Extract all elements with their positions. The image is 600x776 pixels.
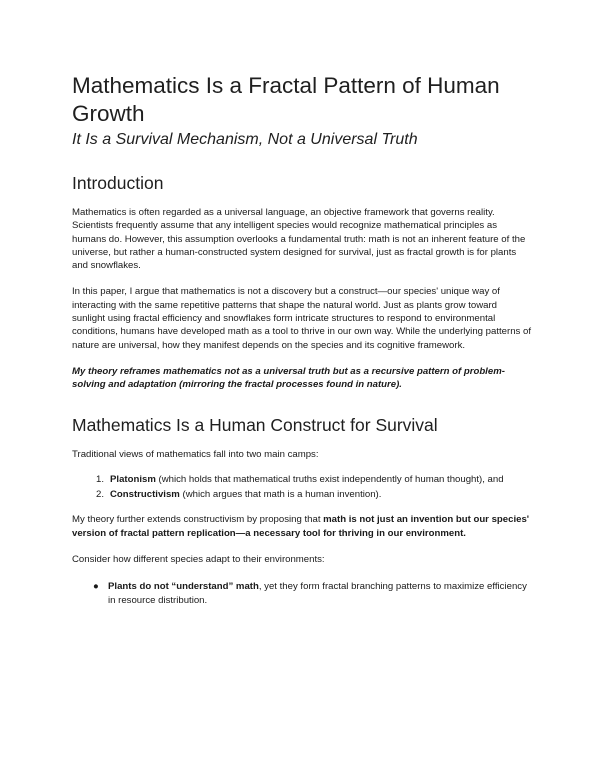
consider-paragraph: Consider how different species adapt to their environments: [72, 554, 325, 566]
paper-subtitle: It Is a Survival Mechanism, Not a Universal Truth [72, 131, 418, 148]
list-item [93, 580, 532, 607]
extension-text: My theory further extends constructivism by proposing that [72, 514, 324, 526]
term-constructivism: Constructivism [110, 489, 180, 501]
paper-title: Mathematics Is a Fractal Pattern of Human Growth [72, 73, 500, 126]
list-item-text: , yet they form fractal branching patterns to maximize efficiency in resource distribution. [108, 581, 527, 606]
extension-claim: math is not just an invention but our species' version of fractal pattern replication—a necessary tool for thriving in our environment. [72, 514, 530, 539]
intro-paragraph-1: Mathematics is often regarded as a universal language, an objective framework that governs reality. Scientists frequently assume that any intelligent species would recognize mathematical principles as humans do. However, this assumption overlooks a fundamental truth: math is not an inherent feature of the universe, but rather a human-constructed system designed for survival, just as fractal growth is for plants and snowflakes. [72, 207, 526, 272]
list-item [95, 473, 532, 486]
extension-paragraph [72, 513, 532, 540]
bullet-icon: ● [93, 581, 99, 593]
bullet-term: Plants do not “understand” math [108, 581, 259, 593]
species-list [93, 580, 532, 607]
camps-list [95, 473, 532, 502]
list-item-text: (which holds that mathematical truths exist independently of human thought), and [155, 473, 504, 485]
camps-lead: Traditional views of mathematics fall into two main camps: [72, 448, 319, 460]
intro-paragraph-2: In this paper, I argue that mathematics is not a discovery but a construct—our species' unique way of interacting with the same repetitive patterns that shape the natural world. Just as plants grow toward sunlight using fractal efficiency and snowflakes form intricate structures to respond to environmental conditions, humans have developed math as a tool to thrive in our own way. While the underlying patterns of nature are universal, how they manifest depends on the species and its cognitive framework. [72, 286, 531, 351]
list-number: 1. [95, 473, 104, 485]
section-heading-introduction: Introduction [72, 173, 164, 193]
document-page [72, 72, 532, 607]
list-number: 2. [95, 489, 104, 501]
term-platonism: Platonism [110, 473, 156, 485]
section-heading-construct: Mathematics Is a Human Construct for Survival [72, 414, 438, 435]
list-item-text: (which argues that math is a human invention). [179, 489, 382, 501]
thesis-statement: My theory reframes mathematics not as a universal truth but as a recursive pattern of problem-solving and adaptation (mirroring the fractal processes found in nature). [72, 365, 505, 391]
list-item [95, 488, 532, 501]
